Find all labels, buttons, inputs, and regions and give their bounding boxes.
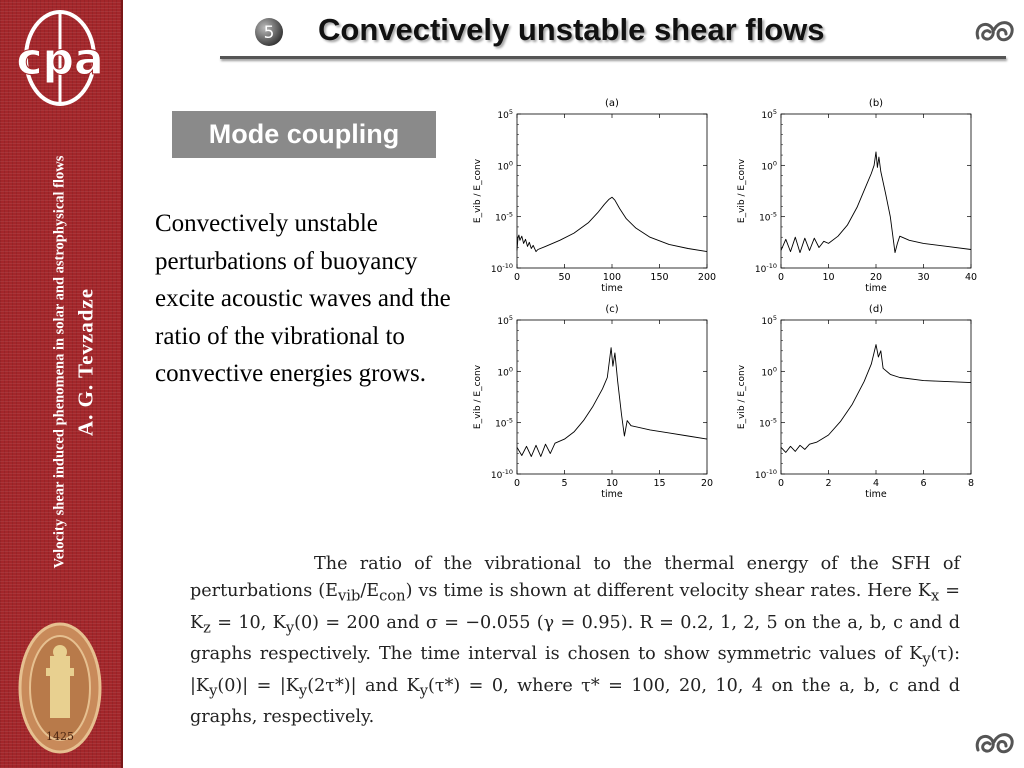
x-tick-label: 10 [605, 478, 619, 489]
plot-frame [781, 320, 971, 474]
x-tick-label: 30 [917, 272, 930, 283]
caption-sub: vib [337, 587, 361, 605]
y-tick-label: $10^5$ [497, 108, 513, 121]
y-tick-label: $10^{-5}$ [759, 210, 777, 224]
section-label: Mode coupling [172, 111, 436, 158]
x-tick-label: 0 [777, 478, 785, 489]
series-line [517, 197, 707, 251]
caption-sub: x [931, 587, 940, 605]
page-title: Convectively unstable shear flows [318, 12, 825, 47]
x-tick-label: 50 [558, 272, 571, 283]
chart-title: (d) [868, 304, 884, 315]
y-axis-label: E_vib / E_conv [473, 364, 483, 430]
y-tick-label: $10^{-5}$ [495, 210, 513, 224]
x-tick-label: 5 [561, 478, 568, 489]
x-tick-label: 10 [822, 272, 835, 283]
cpa-logo [10, 8, 110, 108]
caption-text: The ratio of the vibrational to the thermal energy of the SFH of perturbations (E [190, 554, 960, 601]
swirl-ornament-icon [972, 14, 1018, 48]
series-line [781, 345, 971, 453]
y-tick-label: $10^{-10}$ [490, 262, 513, 275]
plot-frame [517, 114, 707, 268]
y-tick-label: $10^{-10}$ [754, 468, 777, 481]
chart-b [726, 94, 984, 304]
x-tick-label: 0 [513, 272, 521, 283]
x-tick-label: 100 [602, 272, 622, 283]
y-tick-label: $10^{-5}$ [495, 416, 513, 430]
x-tick-label: 8 [967, 478, 975, 489]
caption-sub: con [379, 587, 406, 605]
series-line [781, 152, 971, 253]
chart-title: (b) [868, 98, 884, 109]
caption-sub: z [203, 619, 211, 637]
y-tick-label: $10^{-5}$ [759, 416, 777, 430]
chart-c [462, 300, 720, 510]
caption-text: (0) = 200 and σ = −0.055 (γ = 0.95). R = 0.2, 1, 2, 5 on the a, b, c and d graphs respectively. The time interval is chosen to show symmetric values of K [190, 612, 960, 665]
x-axis-label: time [865, 283, 887, 294]
swirl-ornament-icon [972, 726, 1018, 760]
plot-frame [781, 114, 971, 268]
slide-number: 5 [263, 23, 275, 43]
slide-number-badge [254, 17, 284, 47]
caption-text: = 10, K [210, 612, 286, 633]
figure-caption [190, 551, 960, 731]
caption-sub: y [285, 619, 295, 637]
caption-text: = K [190, 581, 960, 633]
sidebar [0, 0, 123, 768]
chart-a [462, 94, 720, 304]
x-tick-label: 200 [697, 272, 717, 283]
x-tick-label: 15 [653, 478, 666, 489]
x-axis-label: time [601, 489, 623, 500]
caption-sub: y [922, 650, 931, 668]
y-axis-label: E_vib / E_conv [473, 158, 483, 224]
caption-text: (τ*) = 0, where τ* = 100, 20, 10, 4 on the a, b, c and d graphs, respectively. [190, 675, 960, 728]
y-tick-label: $10^5$ [761, 314, 777, 327]
y-tick-label: $10^5$ [761, 108, 777, 121]
y-tick-label: $10^{-10}$ [490, 468, 513, 481]
y-axis-label: E_vib / E_conv [737, 364, 747, 430]
x-tick-label: 4 [872, 478, 880, 489]
y-tick-label: $10^0$ [761, 159, 777, 173]
x-tick-label: 6 [920, 478, 927, 489]
series-line [517, 348, 707, 457]
y-tick-label: $10^5$ [497, 314, 513, 327]
x-tick-label: 0 [777, 272, 785, 283]
caption-text: (0)| = |K [217, 675, 299, 696]
y-tick-label: $10^0$ [761, 365, 777, 379]
caption-text: /E [360, 581, 380, 601]
chart-d [726, 300, 984, 510]
x-tick-label: 2 [825, 478, 832, 489]
x-tick-label: 20 [869, 272, 883, 283]
y-tick-label: $10^0$ [497, 159, 513, 173]
y-tick-label: $10^{-10}$ [754, 262, 777, 275]
x-axis-label: time [601, 283, 623, 294]
caption-text: (2τ*)| and K [307, 675, 420, 696]
body-text: Convectively unstable perturbations of buoyancy excite acoustic waves and the ratio of the vibrational to convective energies grows. [155, 210, 451, 387]
cpa-logo-text: cpa [16, 34, 104, 85]
y-tick-label: $10^0$ [497, 365, 513, 379]
y-axis-label: E_vib / E_conv [737, 158, 747, 224]
x-tick-label: 40 [964, 272, 978, 283]
x-tick-label: 0 [513, 478, 521, 489]
caption-sub: y [209, 682, 218, 700]
x-axis-label: time [865, 489, 887, 500]
university-seal [10, 618, 110, 758]
x-tick-label: 150 [650, 272, 669, 283]
seal-year: 1425 [46, 730, 74, 743]
sidebar-subtitle: Velocity shear induced phenomena in solar and astrophysical flows [51, 155, 68, 569]
caption-text: ) vs time is shown at different velocity shear rates. Here K [405, 581, 931, 601]
x-tick-label: 20 [700, 478, 714, 489]
caption-sub: y [298, 682, 308, 700]
caption-text: (τ): |K [190, 644, 960, 696]
chart-title: (a) [605, 98, 619, 109]
chart-title: (c) [605, 304, 619, 315]
sidebar-author: A. G. Tevzadze [73, 287, 98, 437]
plot-frame [517, 320, 707, 474]
caption-sub: y [419, 682, 428, 700]
title-divider [220, 56, 1006, 59]
